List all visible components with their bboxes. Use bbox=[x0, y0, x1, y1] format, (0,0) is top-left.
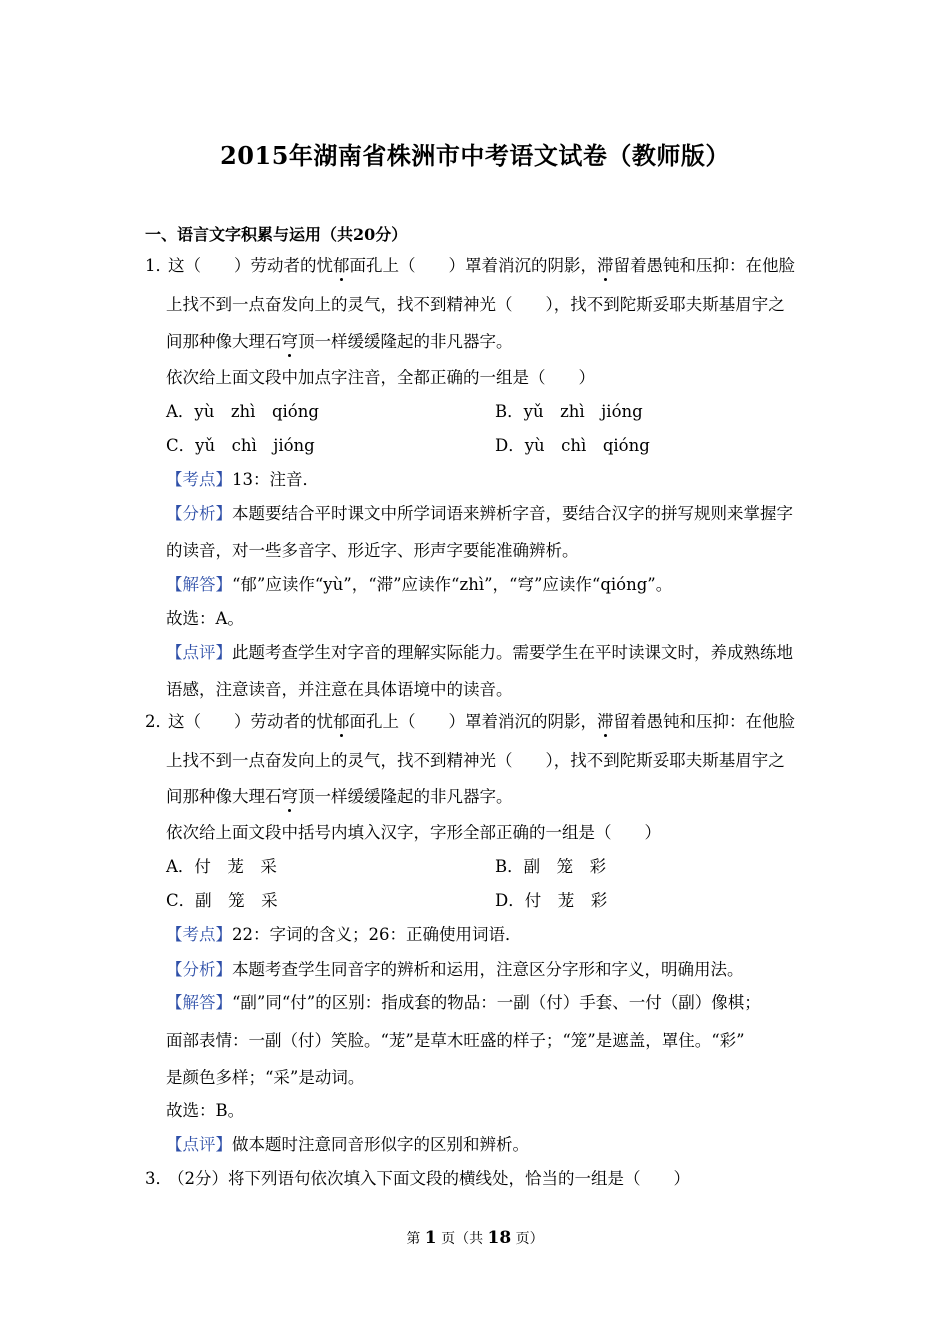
question-text: （2分）将下列语句依次填入下面文段的横线处，恰当的一组是（ ） bbox=[168, 1169, 690, 1188]
jieda-line: 面部表情：一副（付）笑脸。“茏”是草木旺盛的样子；“笼”是遮盖，罩住。“彩” bbox=[166, 1031, 745, 1050]
jieda-line: 【解答】“郁”应读作“yù”，“滞”应读作“zhì”，“穹”应读作“qióng”。 bbox=[166, 575, 673, 594]
option-a: A．付 茏 采 bbox=[166, 857, 277, 876]
question-passage-line: 这（ ）劳动者的忧郁面孔上（ ）罩着消沉的阴影，滞留着愚钝和压抑：在他脸 bbox=[168, 256, 795, 275]
question-number: 3． bbox=[145, 1169, 172, 1188]
fenxi-tag: 【分析】 bbox=[166, 960, 232, 979]
option-d: D．付 茏 彩 bbox=[495, 891, 608, 910]
option-b: B．yǔ zhì jióng bbox=[495, 402, 643, 421]
fenxi-tag: 【分析】 bbox=[166, 504, 232, 523]
answer-line: 故选：B。 bbox=[166, 1101, 245, 1120]
kaodian-line: 【考点】13：注音． bbox=[166, 470, 319, 489]
section-heading: 一、语言文字积累与运用（共20分） bbox=[145, 225, 408, 244]
kaodian-tag: 【考点】 bbox=[166, 925, 232, 944]
page-title: 2015年湖南省株洲市中考语文试卷（教师版） bbox=[220, 141, 730, 170]
option-a: A．yù zhì qióng bbox=[166, 402, 319, 421]
dianping-line: 语感，注意读音，并注意在具体语境中的读音。 bbox=[166, 680, 513, 699]
dianping-tag: 【点评】 bbox=[166, 643, 232, 662]
dotted-char: 郁 bbox=[333, 256, 350, 275]
option-c: C．yǔ chì jióng bbox=[166, 436, 315, 455]
answer-line: 故选：A。 bbox=[166, 609, 244, 628]
jieda-line: 【解答】“副”同“付”的区别：指成套的物品：一副（付）手套、一付（副）像棋； bbox=[166, 993, 761, 1012]
dotted-char: 滞 bbox=[597, 712, 614, 731]
question-prompt: 依次给上面文段中加点字注音，全都正确的一组是（ ） bbox=[166, 368, 595, 387]
page-footer: 第 1 页（共 18 页） bbox=[406, 1228, 544, 1248]
question-passage-line: 间那种像大理石穹顶一样缓缓隆起的非凡器字。 bbox=[166, 787, 513, 806]
total-pages: 18 bbox=[487, 1228, 512, 1248]
jieda-line: 是颜色多样；“采”是动词。 bbox=[166, 1068, 365, 1087]
dotted-char: 穹 bbox=[281, 787, 298, 806]
current-page: 1 bbox=[424, 1228, 437, 1248]
dianping-line: 【点评】做本题时注意同音形似字的区别和辨析。 bbox=[166, 1135, 529, 1154]
question-passage-line: 上找不到一点奋发向上的灵气，找不到精神光（ ），找不到陀斯妥耶夫斯基眉宇之 bbox=[166, 295, 785, 314]
jieda-tag: 【解答】 bbox=[166, 575, 232, 594]
dotted-char: 滞 bbox=[597, 256, 614, 275]
option-d: D．yù chì qióng bbox=[495, 436, 650, 455]
question-passage-line: 上找不到一点奋发向上的灵气，找不到精神光（ ），找不到陀斯妥耶夫斯基眉宇之 bbox=[166, 751, 785, 770]
kaodian-line: 【考点】22：字词的含义；26：正确使用词语． bbox=[166, 925, 522, 944]
option-c: C．副 笼 采 bbox=[166, 891, 278, 910]
dianping-line: 【点评】此题考查学生对字音的理解实际能力。需要学生在平时读课文时，养成熟练地 bbox=[166, 643, 793, 662]
question-number: 1． bbox=[145, 256, 172, 275]
dotted-char: 穹 bbox=[281, 332, 298, 351]
jieda-tag: 【解答】 bbox=[166, 993, 232, 1012]
question-passage-line: 这（ ）劳动者的忧郁面孔上（ ）罩着消沉的阴影，滞留着愚钝和压抑：在他脸 bbox=[168, 712, 795, 731]
dotted-char: 郁 bbox=[333, 712, 350, 731]
question-number: 2． bbox=[145, 712, 172, 731]
fenxi-line: 【分析】本题要结合平时课文中所学词语来辨析字音，要结合汉字的拼写规则来掌握字 bbox=[166, 504, 793, 523]
option-b: B．副 笼 彩 bbox=[495, 857, 607, 876]
dianping-tag: 【点评】 bbox=[166, 1135, 232, 1154]
question-passage-line: 间那种像大理石穹顶一样缓缓隆起的非凡器字。 bbox=[166, 332, 513, 351]
kaodian-tag: 【考点】 bbox=[166, 470, 232, 489]
fenxi-line: 【分析】本题考查学生同音字的辨析和运用，注意区分字形和字义，明确用法。 bbox=[166, 960, 744, 979]
question-prompt: 依次给上面文段中括号内填入汉字，字形全部正确的一组是（ ） bbox=[166, 823, 661, 842]
fenxi-line: 的读音，对一些多音字、形近字、形声字要能准确辨析。 bbox=[166, 541, 579, 560]
